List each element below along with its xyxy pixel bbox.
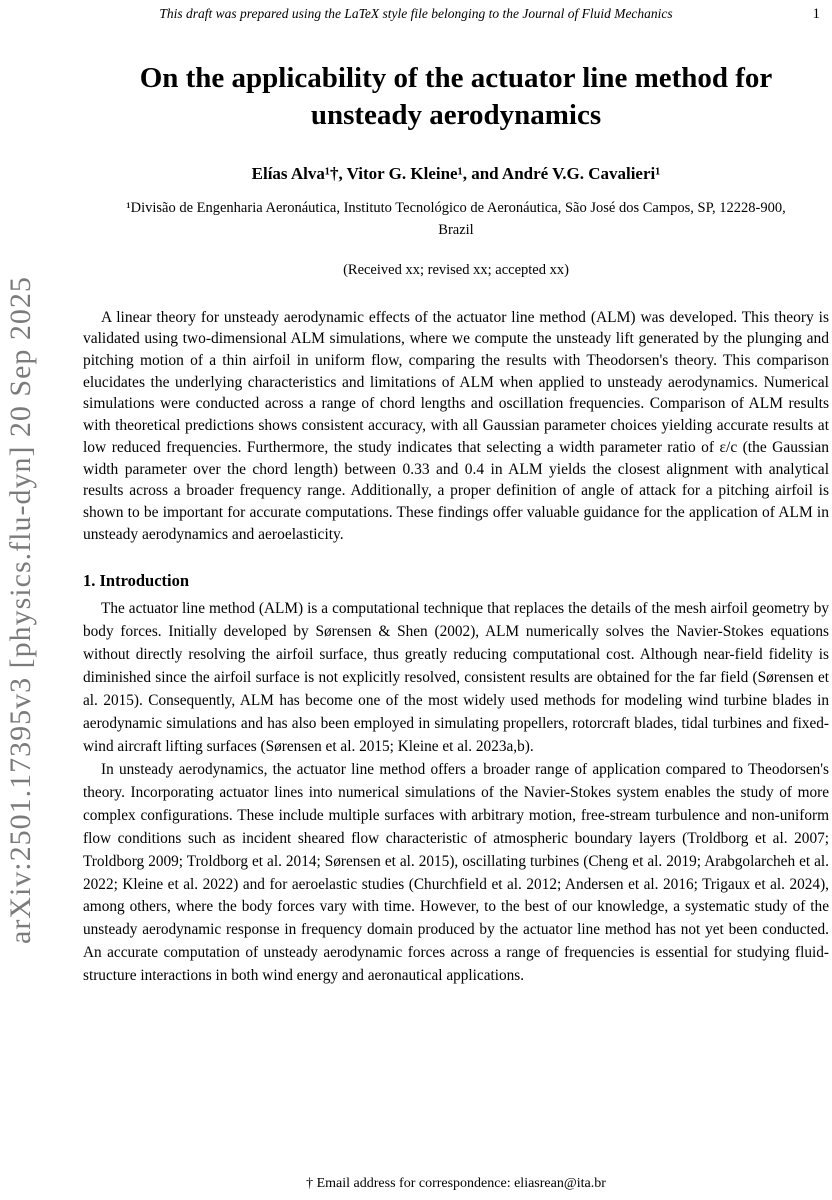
received-line: (Received xx; revised xx; accepted xx) [343, 261, 569, 278]
paper-title: On the applicability of the actuator line method for unsteady aerodynamics [139, 62, 773, 132]
arxiv-stamp [4, 140, 48, 1080]
affiliation-line: ¹Divisão de Engenharia Aeronáutica, Instituto Tecnológico de Aeronáutica, São José dos Campos, SP, 12228-900, Brazil [126, 200, 786, 238]
running-header [0, 0, 832, 22]
section-heading-introduction: 1. Introduction [83, 571, 190, 591]
article-content [83, 20, 829, 1200]
arxiv-stamp-text: arXiv:2501.17395v3 [physics.flu-dyn] 20 Sep 2025 [4, 276, 37, 944]
page-number: 1 [812, 6, 820, 22]
abstract-paragraph: A linear theory for unsteady aerodynamic effects of the actuator line method (ALM) was developed. This theory is validated using two-dimensional ALM simulations, where we compute the unsteady lift generated by the plunging and pitching motion of a thin airfoil in uniform flow, comparing the results with Theodorsen's theory. This comparison elucidates the underlying characteristics and limitations of ALM when applied to unsteady aerodynamics. Numerical simulations were conducted across a range of chord lengths and oscillation frequencies. Comparison of ALM results with theoretical predictions shows consistent accuracy, with all Gaussian parameter choices yielding accurate results at low reduced frequencies. Furthermore, the study indicates that selecting a width parameter ratio of ε/c (the Gaussian width parameter over the chord length) between 0.33 and 0.4 in ALM yields the closest alignment with analytical results across a broader frequency range. Additionally, a proper definition of angle of attack for a pitching airfoil is shown to be important for accurate computations. These findings offer valuable guidance for the application of ALM in unsteady aerodynamics and aeroelasticity. [83, 308, 829, 543]
correspondence-footnote: † Email address for correspondence: eliasrean@ita.br [306, 1176, 606, 1191]
intro-paragraph-1: The actuator line method (ALM) is a computational technique that replaces the details of the mesh airfoil geometry by body forces. Initially developed by Sørensen & Shen (2002), ALM numerically solves the Navier-Stokes equations without directly resolving the airfoil surface, thus greatly reducing computational cost. Although near-field fidelity is diminished since the airfoil surface is not explicitly resolved, consistent results are obtained for the far field (Sørensen et al. 2015). Consequently, ALM has become one of the most widely used methods for modeling wind turbine blades in aerodynamic simulations and has also been employed in simulating propellers, rotorcraft blades, tidal turbines and fixed-wind aircraft lifting surfaces (Sørensen et al. 2015; Kleine et al. 2023a,b). [83, 600, 829, 755]
intro-paragraph-2: In unsteady aerodynamics, the actuator line method offers a broader range of application compared to Theodorsen's theory. Incorporating actuator lines into numerical simulations of the Navier-Stokes system enables the study of more complex configurations. These include multiple surfaces with arbitrary motion, free-stream turbulence and non-uniform flow conditions such as incident sheared flow characteristic of atmospheric boundary layers (Troldborg et al. 2007; Troldborg 2009; Troldborg et al. 2014; Sørensen et al. 2015), oscillating turbines (Cheng et al. 2019; Arabgolarcheh et al. 2022; Kleine et al. 2022) and for aeroelastic studies (Churchfield et al. 2012; Andersen et al. 2016; Trigaux et al. 2024), among others, where the body forces vary with time. However, to the best of our knowledge, a systematic study of the unsteady aerodynamic response in frequency domain produced by the actuator line method has not yet been conducted. An accurate computation of unsteady aerodynamic forces across a range of frequencies is essential for studying fluid-structure interactions in both wind energy and aeronautical applications. [83, 760, 829, 985]
authors-line: Elías Alva¹†, Vitor G. Kleine¹, and André V.G. Cavalieri¹ [251, 164, 661, 184]
draft-note: This draft was prepared using the LaTeX style file belonging to the Journal of Fluid Mechanics [159, 6, 673, 21]
